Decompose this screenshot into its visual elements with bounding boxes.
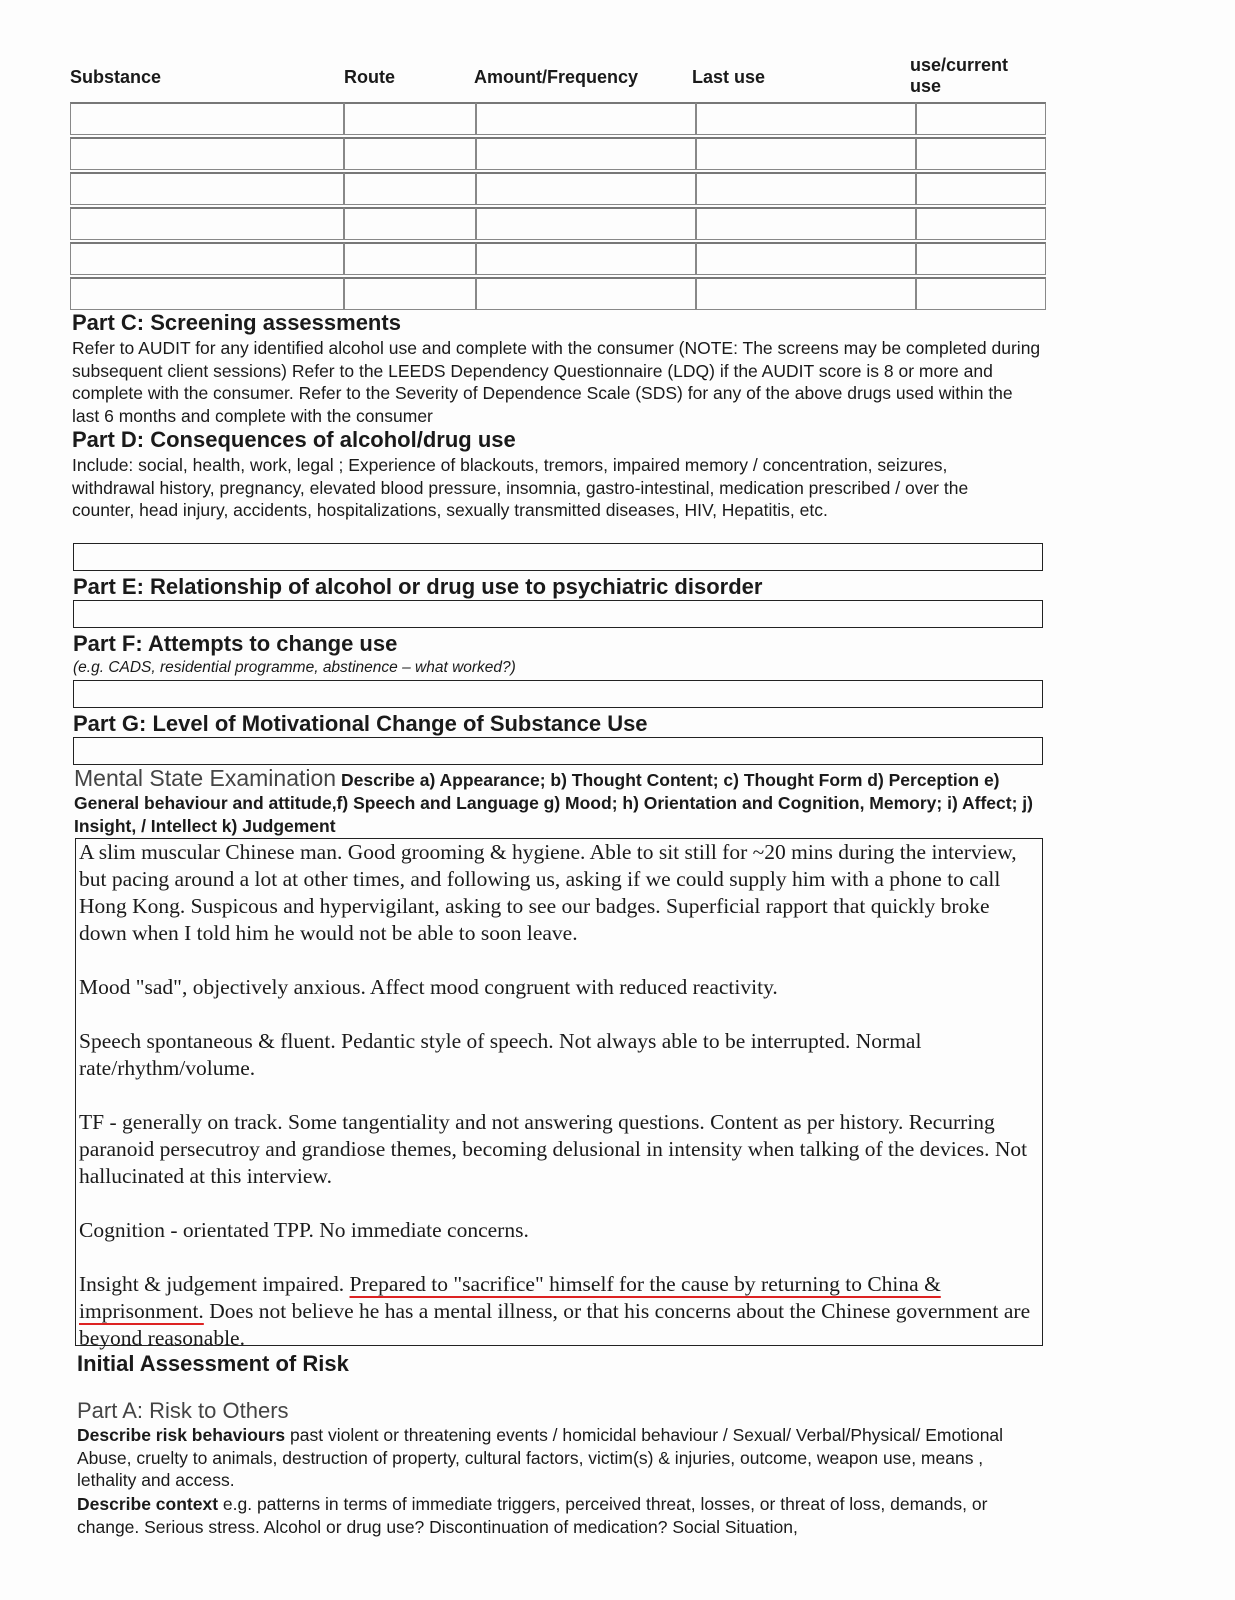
table-cell-input[interactable] [916,137,1046,170]
mse-paragraph-insight [79,1271,1042,1352]
part-f-input[interactable] [73,680,1043,708]
mse-title: Mental State Examination [74,765,337,791]
table-cell-input[interactable] [476,207,696,240]
table-row [70,207,1046,240]
mse-paragraph: Speech spontaneous & fluent. Pedantic style of speech. Not always able to be interrupted. Normal rate/rhythm/volume. [79,1029,922,1080]
table-cell-input[interactable] [696,277,916,310]
substance-table [70,100,1046,312]
table-row [70,137,1046,170]
table-cell-input[interactable] [70,207,344,240]
table-cell-input[interactable] [696,207,916,240]
table-cell-input[interactable] [70,137,344,170]
col-header-last-use: Last use [692,67,766,87]
table-cell-input[interactable] [476,137,696,170]
table-cell-input[interactable] [344,137,476,170]
part-g-input[interactable] [73,737,1043,765]
table-cell-input[interactable] [344,102,476,135]
part-e-input[interactable] [73,600,1043,628]
table-cell-input[interactable] [70,102,344,135]
risk-title: Initial Assessment of Risk [77,1351,349,1376]
table-cell-input[interactable] [916,172,1046,205]
behaviours-label: Describe risk behaviours [77,1425,286,1445]
mse-text-box[interactable] [75,838,1043,1350]
table-cell-input[interactable] [70,172,344,205]
table-cell-input[interactable] [344,207,476,240]
col-header-amount: Amount/Frequency [474,67,639,87]
table-cell-input[interactable] [344,242,476,275]
mse-instructions: Describe a) Appearance; b) Thought Content; c) Thought Form d) Perception e) General behaviour and attitude,f) Speech and Language g) Mood; h) Orientation and Cognition, Memory; i) Affect; j) Insight, / Intellect k) Judgement [74,770,1033,836]
part-f-hint: (e.g. CADS, residential programme, abstinence – what worked?) [73,659,516,676]
table-cell-input[interactable] [476,102,696,135]
risk-part-a-title: Part A: Risk to Others [77,1398,289,1423]
col-header-current-use: use/current use [910,55,1009,96]
part-d-body: Include: social, health, work, legal ; Experience of blackouts, tremors, impaired memory / concentration, seizures, withdrawal history, pregnancy, elevated blood pressure, insomnia, gastro-intestinal, medication prescribed / over the counter, head injury, accidents, hospitalizations, sexually transmitted diseases, HIV, Hepatitis, etc. [72,455,969,520]
table-cell-input[interactable] [696,137,916,170]
table-cell-input[interactable] [476,172,696,205]
table-cell-input[interactable] [916,102,1046,135]
mse-header [74,767,1034,838]
table-cell-input[interactable] [696,242,916,275]
table-row [70,277,1046,310]
table-row [70,242,1046,275]
table-cell-input[interactable] [916,277,1046,310]
part-e-title: Part E: Relationship of alcohol or drug use to psychiatric disorder [73,574,763,599]
table-row [70,172,1046,205]
part-d-title: Part D: Consequences of alcohol/drug use [72,427,516,452]
insight-text-cont: Does not believe he has a mental illness, or that his concerns about the Chinese government are beyond reasonable. [79,1299,1031,1350]
behaviours-text: past violent or threatening events / homicidal behaviour / Sexual/ Verbal/Physical/ Emotional Abuse, cruelty to animals, destruction of property, cultural factors, victim(s) & injuries, outcome, weapon use, means , lethality and access. [77,1425,1004,1490]
table-cell-input[interactable] [476,242,696,275]
risk-context [77,1493,1037,1538]
mse-paragraph: Mood "sad", objectively anxious. Affect mood congruent with reduced reactivity. [79,975,778,999]
part-c-body: Refer to AUDIT for any identified alcohol use and complete with the consumer (NOTE: The screens may be completed during subsequent client sessions) Refer to the LEEDS Dependency Questionnaire (LDQ) if the AUDIT score is 8 or more and complete with the consumer. Refer to the Severity of Dependence Scale (SDS) for any of the above drugs used within the last 6 months and complete with the consumer [72,338,1041,426]
part-f-title: Part F: Attempts to change use [73,631,398,656]
col-header-route: Route [344,67,395,87]
mse-paragraph: A slim muscular Chinese man. Good grooming & hygiene. Able to sit still for ~20 mins during the interview, but pacing around a lot at other times, and following us, asking if we could supply him with a phone to call Hong Kong. Suspicous and hypervigilant, asking to see our badges. Superficial rapport that quickly broke down when I told him he would not be able to soon leave. [79,840,1017,945]
underlined-annotation: Prepared to "sacrifice" himself for the cause by returning to China & imprisonment. [79,1272,941,1323]
mse-paragraph: Cognition - orientated TPP. No immediate concerns. [79,1218,529,1242]
table-cell-input[interactable] [696,102,916,135]
context-text: e.g. patterns in terms of immediate triggers, perceived threat, losses, or threat of loss, demands, or change. Serious stress. Alcohol or drug use? Discontinuation of medication? Social Situation, [77,1494,988,1537]
mse-paragraph: TF - generally on track. Some tangentiality and not answering questions. Content as per history. Recurring paranoid persecutroy and grandiose themes, becoming delusional in intensity when talking of the devices. Not hallucinated at this interview. [79,1110,1028,1188]
table-row [70,102,1046,135]
table-cell-input[interactable] [70,277,344,310]
part-g-title: Part G: Level of Motivational Change of Substance Use [73,711,648,736]
part-d-input[interactable] [73,543,1043,571]
table-cell-input[interactable] [70,242,344,275]
table-cell-input[interactable] [916,242,1046,275]
table-cell-input[interactable] [476,277,696,310]
context-label: Describe context [77,1494,219,1514]
col-header-substance: Substance [70,67,162,87]
table-cell-input[interactable] [344,172,476,205]
table-cell-input[interactable] [344,277,476,310]
table-cell-input[interactable] [696,172,916,205]
risk-behaviours [77,1424,1027,1492]
insight-text: Insight & judgement impaired. [79,1272,350,1296]
table-cell-input[interactable] [916,207,1046,240]
part-c-title: Part C: Screening assessments [72,310,401,335]
